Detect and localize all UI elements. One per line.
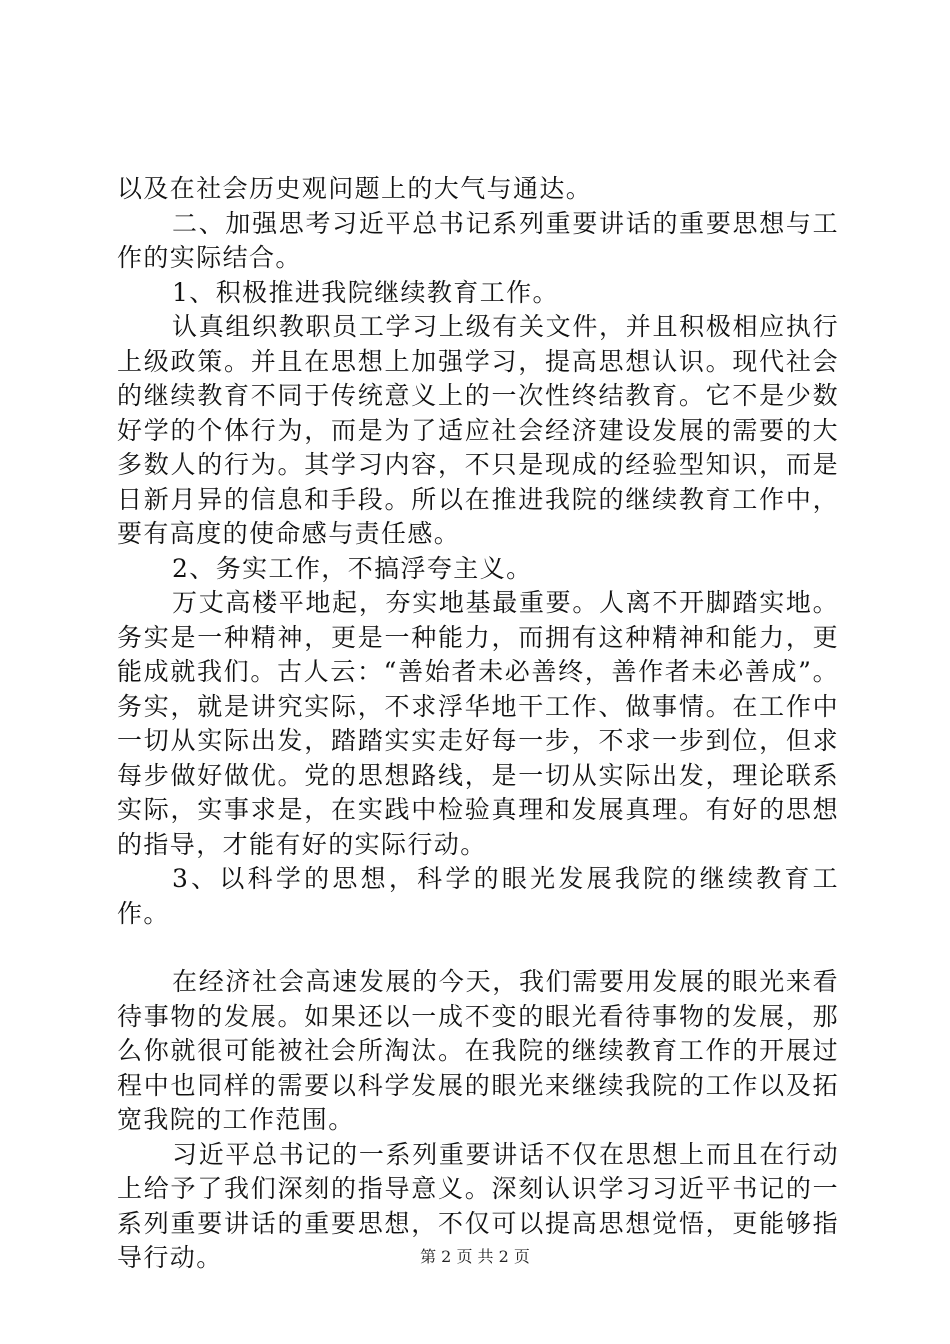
subheading-three: 3、以科学的思想，科学的眼光发展我院的继续教育工作。 (117, 864, 839, 928)
subheading-one: 1、积极推进我院继续教育工作。 (172, 277, 559, 307)
paragraph-continuing-education: 认真组织教职员工学习上级有关文件，并且积极相应执行上级政策。并且在思想上加强学习，提高思想认识。现代社会的继续教育不同于传统意义上的一次性终结教育。它不是少数好学的个体行为，而是为了适应社会经济建设发展的需要的大多数人的行为。其学习内容，不只是现成的经验型知识，而是日新月异的信息和手段。所以在推进我院的继续教育工作中，要有高度的使命感与责任感。 (117, 312, 839, 548)
paragraph-pragmatic-work: 万丈高楼平地起，夯实地基最重要。人离不开脚踏实地。务实是一种精神，更是一种能力，而拥有这种精神和能力，更能成就我们。古人云：“善始者未必善终，善作者未必善成”。务实，就是讲究实际，不求浮华地干工作、做事情。在工作中一切从实际出发，踏踏实实走好每一步，不求一步到位，但求每步做好做优。党的思想路线，是一切从实际出发，理论联系实际，实事求是，在实践中检验真理和发展真理。有好的思想的指导，才能有好的实际行动。 (117, 588, 839, 859)
document-body (117, 172, 839, 1276)
section-heading-two: 二、加强思考习近平总书记系列重要讲话的重要思想与工作的实际结合。 (117, 208, 839, 272)
subheading-two: 2、务实工作，不搞浮夸主义。 (172, 553, 533, 583)
paragraph-continuation: 以及在社会历史观问题上的大气与通达。 (117, 174, 593, 203)
page-footer: 第 2 页 共 2 页 (420, 1247, 530, 1266)
blank-line (117, 931, 839, 965)
paragraph-conclusion: 习近平总书记的一系列重要讲话不仅在思想上而且在行动上给予了我们深刻的指导意义。深刻认识学习习近平书记的一系列重要讲话的重要思想，不仅可以提高思想觉悟，更能够指导行动。 (117, 1139, 839, 1272)
paragraph-development-view: 在经济社会高速发展的今天，我们需要用发展的眼光来看待事物的发展。如果还以一成不变的眼光看待事物的发展，那么你就很可能被社会所淘汰。在我院的继续教育工作的开展过程中也同样的需要以科学发展的眼光来继续我院的工作以及拓宽我院的工作范围。 (117, 967, 839, 1134)
